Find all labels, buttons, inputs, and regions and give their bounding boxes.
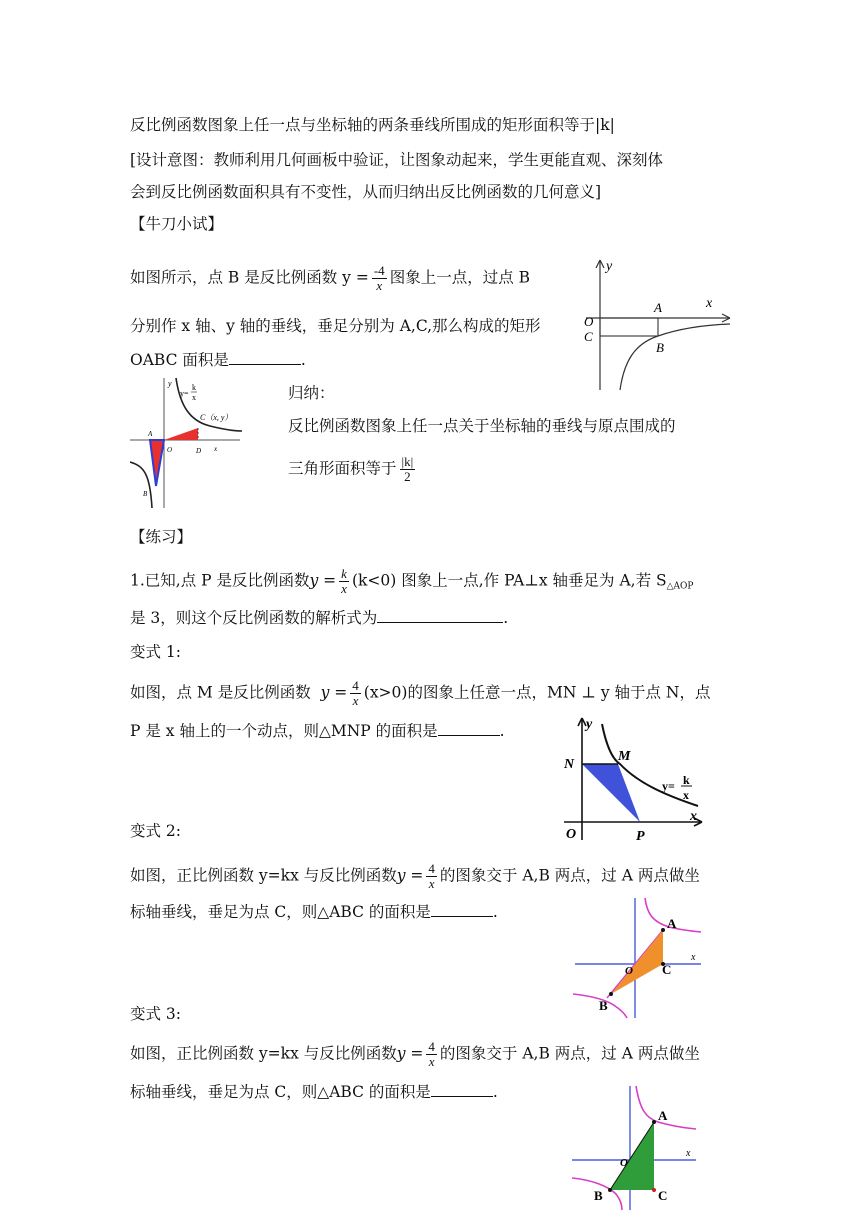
summary-line-2: [288, 455, 418, 484]
practice-q1-line-1: [130, 567, 693, 597]
v2-line2: 标轴垂线，垂足为点 C，则△ABC 的面积是: [130, 903, 431, 921]
q1-line2: 是 3，则这个反比例函数的解析式为: [130, 609, 378, 627]
trial-question-line-3: [130, 350, 306, 370]
answer-blank: [438, 721, 500, 736]
equation-lhs: y=: [180, 389, 189, 398]
summary-fraction: [400, 455, 416, 484]
trial-fraction: [372, 264, 387, 293]
v1-post: (x>0)的图象上任意一点，MN ⊥ y 轴于点 N，点: [363, 683, 711, 702]
label-x: x: [686, 1148, 691, 1159]
variant2-line-1: [130, 862, 700, 891]
label-O: O: [620, 1157, 628, 1169]
practice-q1-line-2: [130, 608, 508, 628]
rectangle-OABC: [600, 318, 658, 336]
label-O: O: [167, 446, 173, 454]
equation-lhs: y=: [662, 779, 675, 793]
v3-pre: 如图，正比例函数 y=kx 与反比例函数: [130, 1044, 397, 1063]
label-y: y: [586, 717, 593, 732]
summary-line-1: 反比例函数图象上任一点关于坐标轴的垂线与原点围成的: [288, 417, 676, 435]
practice-heading: 【练习】: [130, 528, 193, 546]
label-M: M: [618, 749, 631, 764]
v3-end: .: [492, 1083, 498, 1101]
variant1-title: 变式 1:: [130, 643, 182, 661]
label-O: O: [566, 827, 577, 842]
label-x: x: [706, 296, 713, 311]
label-C: C（x, y）: [200, 413, 233, 422]
trial-figure: [578, 252, 734, 392]
variant2-line-2: [130, 902, 498, 922]
summary-frac-num: |k|: [401, 454, 414, 469]
intro-line-3: 会到反比例函数面积具有不变性，从而归纳出反比例函数的几何意义]: [130, 183, 602, 201]
q1-y: y =: [309, 571, 337, 590]
v1-line2: P 是 x 轴上的一个动点，则△MNP 的面积是: [130, 722, 438, 740]
v2-y: y =: [396, 866, 424, 885]
q1-end: .: [503, 609, 509, 627]
q1-sub: △AOP: [666, 581, 694, 592]
label-O: O: [625, 965, 633, 977]
q1-frac-den: x: [341, 581, 347, 596]
label-x: x: [214, 445, 218, 453]
variant1-line-1: [130, 679, 711, 708]
trial-q-line3-end: .: [300, 351, 306, 369]
q1-frac-num: k: [341, 566, 347, 581]
triangle-OAB: [150, 440, 164, 486]
hyperbola-q3: [130, 462, 152, 508]
answer-blank: [229, 350, 301, 365]
triangle-OCD: [164, 428, 198, 440]
label-x: x: [690, 809, 697, 824]
v1-fraction: [350, 679, 361, 708]
label-A: A: [658, 1108, 668, 1123]
label-C: C: [658, 1188, 668, 1203]
q1-pre: 1.已知,点 P 是反比例函数: [130, 571, 310, 590]
intro-line-1: 反比例函数图象上任一点与坐标轴的两条垂线所围成的矩形面积等于|k|: [130, 116, 615, 134]
label-A: A: [654, 300, 662, 315]
label-D: D: [196, 447, 202, 455]
trial-q-pre: 如图所示，点 B 是反比例函数 y =: [130, 268, 369, 287]
label-B: B: [656, 340, 664, 355]
v1-end: .: [499, 722, 505, 740]
hyperbola-q1: [176, 378, 242, 431]
q1-mid: (k<0) 图象上一点,作 PA⊥x 轴垂足为 A,若 S: [351, 571, 667, 590]
answer-blank: [431, 902, 493, 917]
v2-end: .: [492, 903, 498, 921]
trial-q-post: 图象上一点，过点 B: [389, 268, 531, 287]
trial-heading: 【牛刀小试】: [130, 215, 224, 233]
hyperbola-branch: [620, 324, 730, 390]
point-A: [652, 1120, 656, 1124]
label-A: A: [148, 430, 153, 438]
trial-q-line3: OABC 面积是: [130, 351, 229, 369]
v3-post: 的图象交于 A,B 两点，过 A 两点做坐: [439, 1044, 700, 1063]
equation-num: k: [683, 773, 690, 787]
trial-frac-den: x: [376, 278, 383, 293]
variant1-figure: [562, 714, 710, 844]
variant1-line-2: [130, 721, 505, 741]
summary-figure: [130, 376, 242, 510]
variant3-figure: [572, 1084, 698, 1212]
trial-question-line-1: [130, 264, 530, 293]
v3-fraction: [426, 1040, 437, 1069]
variant3-line-2: [130, 1082, 498, 1102]
label-A: A: [667, 916, 677, 931]
label-B: B: [594, 1188, 603, 1203]
trial-frac-num: -4: [373, 263, 385, 278]
answer-blank: [377, 608, 503, 623]
summary-title: 归纳：: [288, 384, 335, 402]
label-P: P: [636, 829, 645, 844]
point-A: [661, 928, 665, 932]
label-B: B: [143, 490, 148, 498]
equation-den: x: [192, 393, 196, 402]
v1-pre: 如图，点 M 是反比例函数: [130, 683, 311, 702]
point-B: [608, 1188, 612, 1192]
label-O: O: [584, 314, 594, 329]
v1-frac-num: 4: [352, 678, 359, 693]
summary-line-2-pre: 三角形面积等于: [288, 459, 397, 478]
intro-line-2: [设计意图：教师利用几何画板中验证，让图象动起来，学生更能直观、深刻体: [130, 151, 664, 169]
point-C: [652, 1188, 656, 1192]
v2-frac-den: x: [428, 876, 435, 891]
label-x: x: [691, 952, 696, 963]
label-y: y: [606, 259, 613, 274]
v2-frac-num: 4: [428, 861, 435, 876]
variant3-line-1: [130, 1040, 700, 1069]
answer-blank: [431, 1082, 493, 1097]
summary-frac-den: 2: [404, 469, 411, 484]
v3-frac-num: 4: [428, 1039, 435, 1054]
label-B: B: [599, 998, 608, 1013]
q1-fraction: [339, 567, 349, 596]
variant3-title: 变式 3:: [130, 1005, 182, 1023]
point-B: [609, 992, 613, 996]
triangle-MNP: [582, 764, 640, 822]
label-N: N: [564, 757, 575, 772]
equation-num: k: [192, 383, 196, 392]
v3-line2: 标轴垂线，垂足为点 C，则△ABC 的面积是: [130, 1083, 431, 1101]
v3-y: y =: [396, 1044, 424, 1063]
variant2-title: 变式 2:: [130, 822, 182, 840]
v1-frac-den: x: [352, 693, 359, 708]
v2-pre: 如图，正比例函数 y=kx 与反比例函数: [130, 866, 397, 885]
variant2-figure: [573, 894, 703, 1020]
label-C: C: [584, 329, 593, 344]
v1-y: y =: [320, 683, 348, 702]
trial-question-line-2: 分别作 x 轴、y 轴的垂线，垂足分别为 A,C,那么构成的矩形: [130, 317, 541, 335]
equation-den: x: [683, 788, 689, 802]
label-C: C: [662, 962, 672, 977]
v2-post: 的图象交于 A,B 两点，过 A 两点做坐: [439, 866, 700, 885]
v3-frac-den: x: [428, 1054, 435, 1069]
v2-fraction: [426, 862, 437, 891]
label-y: y: [168, 379, 172, 388]
